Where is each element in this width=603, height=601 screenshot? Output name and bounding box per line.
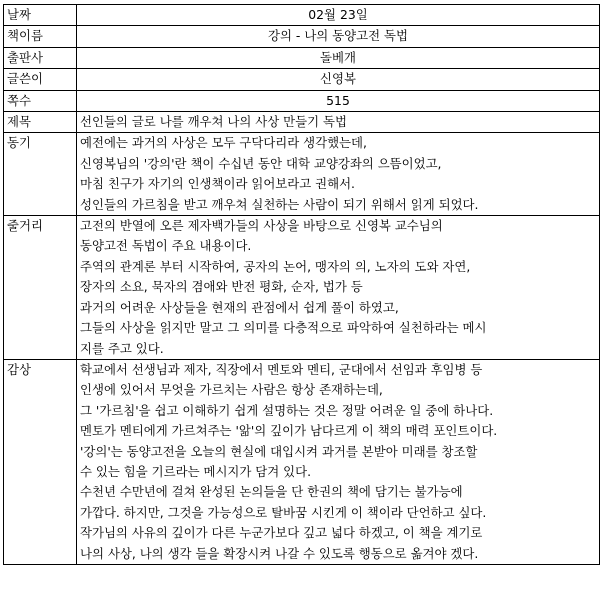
- impression-line: 멘토가 멘티에게 가르쳐주는 '앎'의 깊이가 남다르게 이 책의 매력 포인트이다.: [80, 423, 498, 439]
- date-label: 날짜: [4, 5, 77, 26]
- summary-text: [77, 216, 600, 360]
- impression-label: 감상: [4, 359, 77, 564]
- impression-text: [77, 359, 600, 564]
- book-report-table: [3, 4, 600, 565]
- pages-value: 515: [77, 90, 600, 111]
- row-book-title: [4, 26, 600, 47]
- row-author: [4, 69, 600, 90]
- row-impression: [4, 359, 600, 564]
- row-summary: [4, 216, 600, 360]
- impression-line: 수 있는 힘을 기르라는 메시지가 담겨 있다.: [80, 463, 312, 479]
- summary-line: 그들의 사상을 읽지만 말고 그 의미를 다층적으로 파악하여 실천하라는 메시: [80, 320, 487, 336]
- publisher-label: 출판사: [4, 47, 77, 68]
- book-title-label: 책이름: [4, 26, 77, 47]
- impression-line: 그 '가르침'을 쉽고 이해하기 쉽게 설명하는 것은 정말 어려운 일 중에 하나다.: [80, 402, 494, 418]
- pages-label: 쪽수: [4, 90, 77, 111]
- impression-line: 수천년 수만년에 걸쳐 완성된 논의들을 단 한권의 책에 담기는 불가능에: [80, 484, 463, 500]
- row-publisher: [4, 47, 600, 68]
- motive-label: 동기: [4, 133, 77, 216]
- summary-line: 지를 주고 있다.: [80, 340, 164, 356]
- impression-line: 나의 사상, 나의 생각 들을 확장시켜 나갈 수 있도록 행동으로 옮겨야 겠다.: [80, 545, 479, 561]
- author-label: 글쓴이: [4, 69, 77, 90]
- impression-line: 인생에 있어서 무엇을 가르치는 사람은 항상 존재하는데,: [80, 382, 383, 398]
- impression-line: 가깝다. 하지만, 그것을 가능성으로 탈바꿈 시킨게 이 책이라 단언하고 싶다.: [80, 504, 487, 520]
- summary-line: 과거의 어려운 사상들을 현재의 관점에서 쉽게 풀이 하였고,: [80, 299, 399, 315]
- publisher-value: 돌베개: [77, 47, 600, 68]
- row-pages: [4, 90, 600, 111]
- motive-line: 마침 친구가 자기의 인생책이라 읽어보라고 권해서.: [80, 176, 355, 192]
- book-title-value: 강의 - 나의 동양고전 독법: [77, 26, 600, 47]
- summary-line: 고전의 반열에 오른 제자백가들의 사상을 바탕으로 신영복 교수님의: [80, 218, 443, 234]
- date-value: 02월 23일: [77, 5, 600, 26]
- author-value: 신영복: [77, 69, 600, 90]
- row-subject: [4, 112, 600, 133]
- summary-label: 줄거리: [4, 216, 77, 360]
- subject-value: 선인들의 글로 나를 깨우쳐 나의 사상 만들기 독법: [77, 112, 600, 133]
- impression-line: 작가님의 사유의 깊이가 다른 누군가보다 깊고 넓다 하겠고, 이 책을 계기로: [80, 525, 483, 541]
- impression-line: '강의'는 동양고전을 오늘의 현실에 대입시켜 과거를 본받아 미래를 창조할: [80, 443, 478, 459]
- impression-line: 학교에서 선생님과 제자, 직장에서 멘토와 멘티, 군대에서 선임과 후임병 등: [80, 361, 483, 377]
- summary-line: 주역의 관계론 부터 시작하여, 공자의 논어, 맹자의 의, 노자의 도와 자연,: [80, 258, 471, 274]
- motive-line: 성인들의 가르침을 받고 깨우쳐 실천하는 사람이 되기 위해서 읽게 되었다.: [80, 196, 479, 212]
- motive-text: [77, 133, 600, 216]
- summary-line: 동양고전 독법이 주요 내용이다.: [80, 238, 252, 254]
- motive-line: 예전에는 과거의 사상은 모두 구닥다리라 생각했는데,: [80, 135, 367, 151]
- subject-label: 제목: [4, 112, 77, 133]
- row-date: [4, 5, 600, 26]
- summary-line: 장자의 소요, 묵자의 겸애와 반전 평화, 순자, 법가 등: [80, 279, 363, 295]
- motive-line: 신영복님의 '강의'란 책이 수십년 동안 대학 교양강좌의 으뜸이었고,: [80, 155, 442, 171]
- row-motive: [4, 133, 600, 216]
